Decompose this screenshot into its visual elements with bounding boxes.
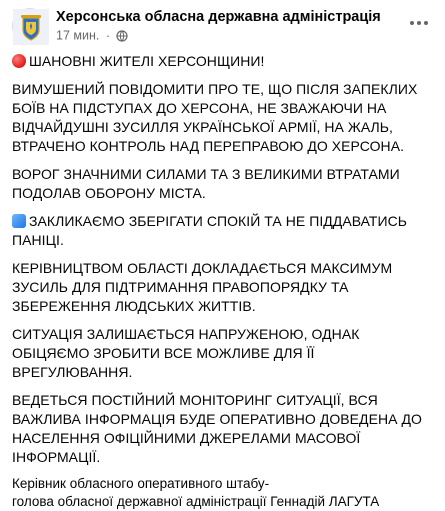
post-paragraph: ВИМУШЕНИЙ ПОВІДОМИТИ ПРО ТЕ, ЩО ПІСЛЯ ЗАПЕКЛИХ БОЇВ НА ПІДСТУПАХ ДО ХЕРСОНА, НЕ ЗВАЖАЮЧИ НА ВІДЧАЙДУШНІ ЗУСИЛЛЯ УКРАЇНСЬКОЇ АРМІЇ, НА ЖАЛЬ, ВТРАЧЕНО КОНТРОЛЬ НАД ПЕРЕПРАВОЮ ДО ХЕРСОНА. — [12, 81, 418, 154]
post-paragraph — [12, 52, 433, 71]
signature-line: голова обласної державної адміністрації Геннадій ЛАГУТА — [12, 494, 380, 509]
page-name[interactable]: Херсонська обласна державна адміністрація — [56, 9, 381, 25]
post-paragraph: ВЕДЕТЬСЯ ПОСТІЙНИЙ МОНІТОРИНГ СИТУАЦІЇ, ВСЯ ВАЖЛИВА ІНФОРМАЦІЯ БУДЕ ОПЕРАТИВНО ДОВЕДЕНА ДО НАСЕЛЕННЯ ОФІЦІЙНИМИ ДЖЕРЕЛАМИ МАСОВОЇ ІНФОРМАЦІЇ. — [12, 392, 422, 465]
post-meta — [56, 28, 128, 43]
more-options-icon[interactable] — [405, 12, 433, 34]
blue-square-emoji — [12, 214, 26, 228]
post-text — [12, 52, 433, 511]
post-paragraph: СИТУАЦІЯ ЗАЛИШАЄТЬСЯ НАПРУЖЕНОЮ, ОДНАК ОБІЦЯЄМО ЗРОБИТИ ВСЕ МОЖЛИВЕ ДЛЯ ЇЇ ВРЕГУЛЮВАННЯ. — [12, 326, 360, 380]
post-paragraph — [12, 212, 433, 250]
post-header — [12, 8, 433, 44]
globe-icon[interactable] — [116, 30, 128, 42]
post-paragraph: КЕРІВНИЦТВОМ ОБЛАСТІ ДОКЛАДАЄТЬСЯ МАКСИМУМ ЗУСИЛЬ ДЛЯ ПІДТРИМАННЯ ПРАВОПОРЯДКУ ТА ЗБЕРЕЖЕННЯ ЛЮДСЬКИХ ЖИТТІВ. — [12, 260, 393, 314]
signature-line: Керівник обласного оперативного штабу- — [12, 476, 270, 491]
coat-of-arms-icon — [13, 9, 49, 45]
post-paragraph: ВОРОГ ЗНАЧНИМИ СИЛАМИ ТА З ВЕЛИКИМИ ВТРАТАМИ ПОДОЛАВ ОБОРОНУ МІСТА. — [12, 166, 400, 201]
post-signature — [12, 475, 433, 511]
page-avatar[interactable] — [12, 8, 48, 44]
paragraph-text: ШАНОВНІ ЖИТЕЛІ ХЕРСОНЩИНИ! — [29, 53, 265, 69]
post-timestamp[interactable]: 17 мин. — [56, 28, 100, 43]
meta-separator: · — [105, 28, 110, 43]
paragraph-text: ЗАКЛИКАЄМО ЗБЕРІГАТИ СПОКІЙ ТА НЕ ПІДДАВАТИСЬ ПАНІЦІ. — [12, 213, 408, 248]
red-circle-emoji — [12, 54, 26, 68]
